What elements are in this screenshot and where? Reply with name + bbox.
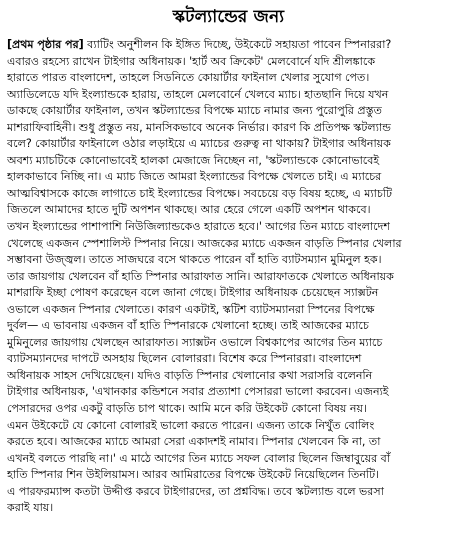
article-line: বলে? কোয়ার্টার ফাইনালে ওঠার লড়াইয়ে এ ম্যাচের গুরুত্ব না থাকায়? টাইগার অধিনায়ক xyxy=(7,137,391,151)
article-line: এবারও রহস্যে রাখেন টাইগার অধিনায়ক। 'হার্ট অব ক্রিকেট' মেলবোর্নে যদি শ্রীলঙ্কাকে xyxy=(7,54,376,68)
article-line: মাশরাফিবাহিনী। শুধু প্রস্তুত নয়, মানসিকভাবে অনেক নির্ভার। কারণ কি প্রতিপক্ষ স্কটল্যান্ড xyxy=(7,120,391,134)
article-line: এমন উইকেটে যে কোনো বোলারই ভালো করতে পারেন। এজন্য তাকে নিখুঁত বোলিং xyxy=(7,418,375,432)
article-line: অ্যাডিলেডে যদি ইংল্যান্ডকে হারায়, তাহলে মেলবোর্নে খেলবে ম্যাচ। হাতছানি দিয়ে যখন xyxy=(7,87,389,101)
article-line: এখনই বলতে পারছি না।' এ মাঠে আগের তিন ম্যাচে সফল বোলার ছিলেন জিম্বাবুয়ের বাঁ xyxy=(7,451,391,465)
article-line-text: ব্যাটিং অনুশীলন কি ইঙ্গিত দিচ্ছে, উইকেটে সহায়তা পাবেন স্পিনাররা? xyxy=(83,38,392,51)
article-line: মুমিনুলের জায়গায় খেলছেন আরাফাত। স্যাক্সটন ওভালে বিশ্বকাপের আগের তিন ম্যাচে xyxy=(7,335,383,349)
article-line: ওভালে একজন স্পিনার খেলাতে। কারণ একটাই, স্কটিশ ব্যাটসম্যানরা স্পিনের বিপক্ষে xyxy=(7,302,375,316)
article-line: টাইগার অধিনায়ক, 'এখানকার কন্ডিশনে সবার প্রত্যাশা পেসাররা ভালো করবেন। এজন্যই xyxy=(7,385,389,399)
article-line: খেলেছে একজন স্পেশালিস্ট স্পিনার নিয়ে। আজকের ম্যাচে একজন বাড়তি স্পিনার খেলার xyxy=(7,236,402,250)
article-line: ব্যাটসম্যানদের দাপটে অসহায় ছিলেন বোলাররা। বিশেষ করে স্পিনাররা। বাংলাদেশ xyxy=(7,352,362,366)
article-line: করতে হবে। আজকের ম্যাচে আমরা সেরা একাদশই নামাব। স্পিনার খেলবেন কি না, তা xyxy=(7,435,381,449)
article-line: ডাকছে কোয়ার্টার ফাইনাল, তখন স্কটল্যান্ডের বিপক্ষে ম্যাচে নামার জন্য পুরোপুরি প্রস্তুত xyxy=(7,104,382,118)
article-line: আত্মবিশ্বাসকে কাজে লাগাতে চাই ইংল্যান্ডের বিপক্ষে। সবচেয়ে বড় বিষয় হচ্ছে, এ ম্যাচটি xyxy=(7,186,392,200)
article-line: অধিনায়ক সাহস দেখিয়েছেন। যদিও বাড়তি স্পিনার খেলানোর কথা সরাসরি বলেননি xyxy=(7,368,373,382)
article-line xyxy=(7,37,450,54)
headline: স্কটল্যান্ডের জন্য xyxy=(172,7,285,27)
article-line: হালকাভাবে নিচ্ছি না। এ ম্যাচ জিতে আমরা ইংল্যান্ডের বিপক্ষে খেলতে চাই। এ ম্যাচের xyxy=(7,170,382,184)
article-line: সম্ভাবনা উজ্জ্বল। তাতে সাজঘরে বসে থাকতে পারেন বাঁ হাতি ব্যাটসম্যান মুমিনুল হক। xyxy=(7,253,382,267)
article-line: জিতলে আমাদের হাতে দুটি অপশন থাকছে। আর হেরে গেলে একটি অপশন থাকবে। xyxy=(7,203,371,217)
article-line: তখন ইংল্যান্ডের পাশাপাশি নিউজিল্যান্ডকেও হারাতে হবে।' আগের তিন ম্যাচে বাংলাদেশ xyxy=(7,220,390,234)
article-line: হাতি স্পিনার শিন উইলিয়ামস। আরব আমিরাতের বিপক্ষে উইকেট নিয়েছিলেন তিনটি। xyxy=(7,468,380,482)
article-line: এ পারফরম্যান্স কতটা উদ্দীপ্ত করবে টাইগারদের, তা প্রশ্নবিদ্ধ। তবে স্কটল্যান্ড বলে ভরসা xyxy=(7,484,384,498)
article-body xyxy=(7,37,450,517)
article-line: মাশরাফি ইচ্ছা পোষণ করেছেন বলে জানা গেছে। টাইগার অধিনায়ক চেয়েছেন স্যাক্সটন xyxy=(7,286,379,300)
article-line: দুর্বল— এ ভাবনায় একজন বাঁ হাতি স্পিনারকে খেলানো হচ্ছে। তাই আজকের ম্যাচে xyxy=(7,319,369,333)
article-line: তার জায়গায় খেলবেন বাঁ হাতি স্পিনার আরাফাত সানি। আরাফাতকে খেলাতে অধিনায়ক xyxy=(7,269,394,283)
article-line: হারাতে পারত বাংলাদেশ, তাহলে সিডনিতে কোয়ার্টার ফাইনাল খেলার সুযোগ পেত। xyxy=(7,71,370,85)
page-continuation-tag: [প্রথম পৃষ্ঠার পর] xyxy=(7,38,84,51)
article-line: পেসারদের ওপর একটু বাড়তি চাপ থাকে। আমি মনে করি উইকেট কোনো বিষয় নয়। xyxy=(7,402,367,416)
article-line: করাই যায়। xyxy=(7,501,54,515)
article-line: অবশ্য ম্যাচটিকে কোনোভাবেই হালকা মেজাজে নিচ্ছেন না, 'স্কটল্যান্ডকে কোনোভাবেই xyxy=(7,153,380,167)
